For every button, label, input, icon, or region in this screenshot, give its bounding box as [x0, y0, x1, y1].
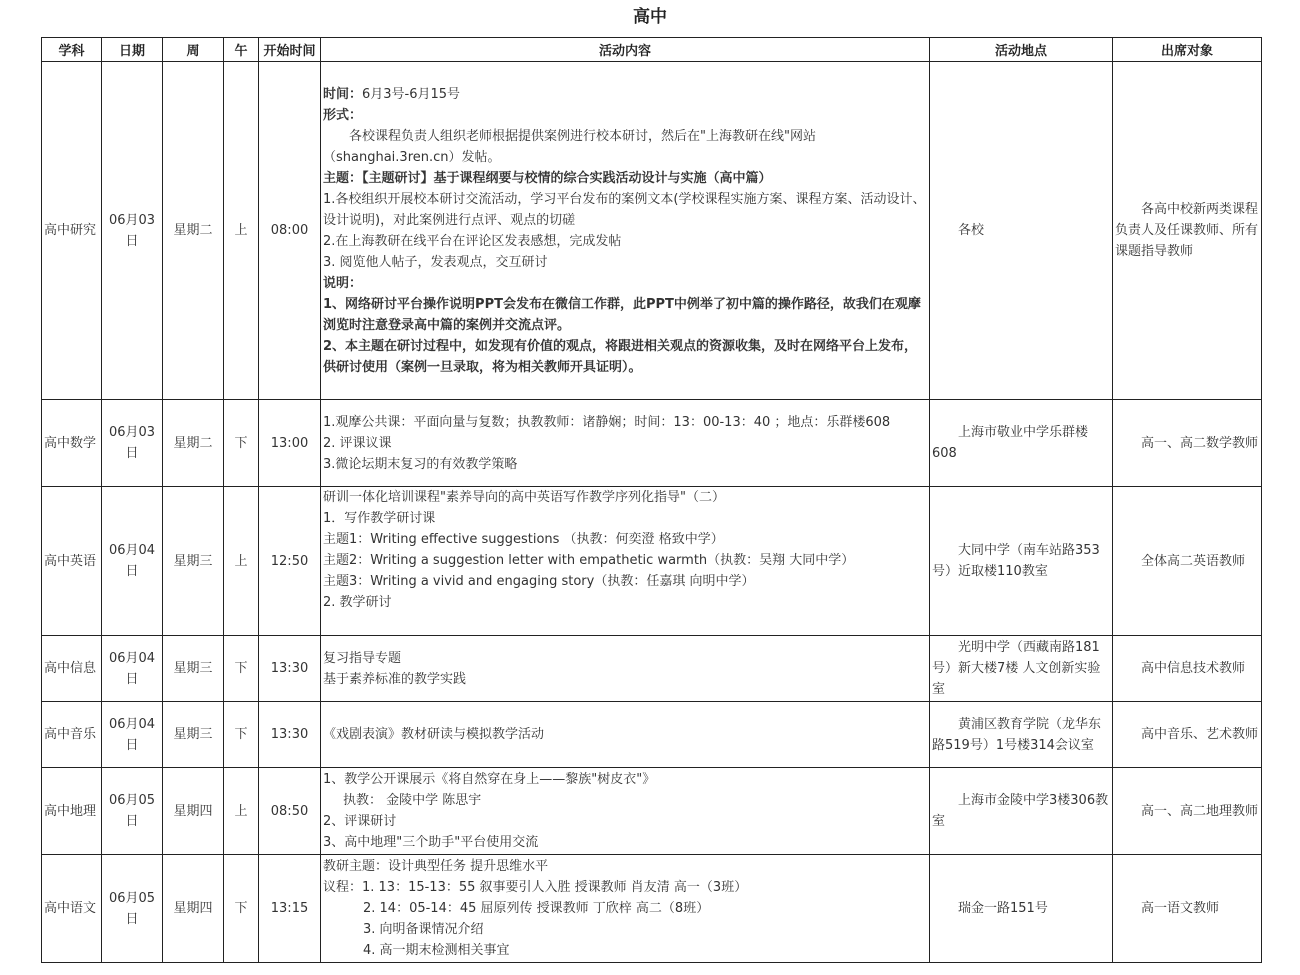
content-cell: [321, 636, 930, 702]
subject-cell: 高中英语: [42, 487, 102, 636]
content-line: 2、评课研讨: [323, 814, 397, 829]
content-line: 主题3：Writing a vivid and engaging story（执教：任嘉琪 向明中学）: [323, 574, 755, 589]
content-line: 2. 评课议课: [323, 435, 392, 451]
content-line: 《戏剧表演》教材研读与模拟教学活动: [323, 727, 545, 742]
topic-text: 【主题研讨】基于课程纲要与校情的综合实践活动设计与实施（高中篇）: [362, 170, 772, 186]
content-cell: [321, 62, 930, 400]
time-cell: 13:15: [259, 855, 321, 963]
time-label: 时间：: [323, 86, 363, 102]
weekday-cell: 星期四: [163, 768, 224, 855]
location-cell: 瑞金一路151号: [930, 855, 1113, 963]
header-location: 活动地点: [930, 38, 1113, 62]
date-cell: 06月03日: [102, 62, 163, 400]
location-cell: 上海市敬业中学乐群楼608: [930, 400, 1113, 487]
audience-cell: 全体高二英语教师: [1113, 487, 1262, 636]
time-cell: 08:00: [259, 62, 321, 400]
table-row: [42, 400, 1262, 487]
table-row: [42, 487, 1262, 636]
content-line: 2. 教学研讨: [323, 595, 392, 610]
content-line: 主题2：Writing a suggestion letter with empathetic warmth（执教：吴翔 大同中学）: [323, 553, 855, 568]
location-cell: 各校: [930, 62, 1113, 400]
time-cell: 13:00: [259, 400, 321, 487]
content-line: 1.观摩公共课：平面向量与复数；执教教师：诸静娴；时间：13：00-13：40 ；地点：乐群楼608: [323, 414, 891, 430]
content-cell: [321, 400, 930, 487]
table-row: [42, 702, 1262, 768]
weekday-cell: 星期三: [163, 702, 224, 768]
date-cell: 06月05日: [102, 768, 163, 855]
period-cell: 上: [224, 768, 259, 855]
header-content: 活动内容: [321, 38, 930, 62]
table-row: [42, 62, 1262, 400]
table-row: [42, 636, 1262, 702]
content-line: 3.微论坛期末复习的有效教学策略: [323, 456, 518, 472]
content-line: 研训一体化培训课程"素养导向的高中英语写作教学序列化指导"（二）: [323, 490, 725, 505]
header-weekday: 周: [163, 38, 224, 62]
location-cell: 黄浦区教育学院（龙华东路519号）1号楼314会议室: [930, 702, 1113, 768]
period-cell: 上: [224, 62, 259, 400]
table-row: [42, 855, 1262, 963]
audience-cell: 高一语文教师: [1113, 855, 1262, 963]
agenda-item: 2.在上海教研在线平台在评论区发表感想，完成发帖: [323, 233, 622, 249]
header-date: 日期: [102, 38, 163, 62]
audience-cell: 高一、高二地理教师: [1113, 768, 1262, 855]
content-line: 基于素养标准的教学实践: [323, 671, 467, 687]
form-text: 各校课程负责人组织老师根据提供案例进行校本研讨，然后在"上海教研在线"网站（shanghai.3ren.cn）发帖。: [323, 128, 816, 165]
audience-cell: 高中信息技术教师: [1113, 636, 1262, 702]
page-title: 高中: [633, 7, 667, 27]
period-cell: 下: [224, 400, 259, 487]
note-item: 1、网络研讨平台操作说明PPT会发布在微信工作群，此PPT中例举了初中篇的操作路径，故我们在观摩浏览时注意登录高中篇的案例并交流点评。: [323, 296, 921, 333]
location-cell: 大同中学（南车站路353号）近取楼110教室: [930, 487, 1113, 636]
content-cell: [321, 768, 930, 855]
agenda-item: 3. 阅览他人帖子，发表观点，交互研讨: [323, 254, 548, 270]
content-line: 1、教学公开课展示《将自然穿在身上——黎族"树皮衣"》: [323, 772, 656, 787]
content-cell: [321, 855, 930, 963]
location-cell: 上海市金陵中学3楼306教室: [930, 768, 1113, 855]
content-line: 3、高中地理"三个助手"平台使用交流: [323, 835, 539, 850]
time-cell: 13:30: [259, 702, 321, 768]
weekday-cell: 星期二: [163, 400, 224, 487]
date-cell: 06月04日: [102, 487, 163, 636]
header-audience: 出席对象: [1113, 38, 1262, 62]
content-cell: [321, 487, 930, 636]
note-label: 说明：: [323, 275, 363, 291]
location-cell: 光明中学（西藏南路181号）新大楼7楼 人文创新实验室: [930, 636, 1113, 702]
content-line: 议程：1. 13：15-13：55 叙事要引人入胜 授课教师 肖友清 高一（3班）: [323, 880, 748, 895]
weekday-cell: 星期三: [163, 487, 224, 636]
subject-cell: 高中地理: [42, 768, 102, 855]
audience-cell: 各高中校新两类课程负责人及任课教师、所有课题指导教师: [1113, 62, 1262, 400]
header-row: [42, 38, 1262, 62]
header-start-time: 开始时间: [259, 38, 321, 62]
header-period: 午: [224, 38, 259, 62]
content-line: 1．写作教学研讨课: [323, 511, 436, 526]
subject-cell: 高中语文: [42, 855, 102, 963]
subject-cell: 高中数学: [42, 400, 102, 487]
period-cell: 上: [224, 487, 259, 636]
schedule-table: [41, 37, 1262, 963]
content-line: 2. 14：05-14：45 屈原列传 授课教师 丁欣梓 高二（8班）: [363, 901, 710, 916]
note-item: 2、本主题在研讨过程中，如发现有价值的观点，将跟进相关观点的资源收集，及时在网络平台上发布，供研讨使用（案例一旦录取，将为相关教师开具证明）。: [323, 338, 918, 375]
content-line: 执教： 金陵中学 陈思宇: [343, 793, 482, 808]
time-cell: 08:50: [259, 768, 321, 855]
date-cell: 06月04日: [102, 702, 163, 768]
subject-cell: 高中信息: [42, 636, 102, 702]
content-cell: [321, 702, 930, 768]
topic-label: 主题：: [323, 170, 363, 186]
weekday-cell: 星期四: [163, 855, 224, 963]
date-cell: 06月03日: [102, 400, 163, 487]
header-subject: 学科: [42, 38, 102, 62]
content-line: 复习指导专题: [323, 650, 402, 666]
subject-cell: 高中音乐: [42, 702, 102, 768]
period-cell: 下: [224, 636, 259, 702]
period-cell: 下: [224, 702, 259, 768]
period-cell: 下: [224, 855, 259, 963]
content-line: 教研主题：设计典型任务 提升思维水平: [323, 859, 549, 874]
audience-cell: 高中音乐、艺术教师: [1113, 702, 1262, 768]
time-cell: 12:50: [259, 487, 321, 636]
time-value: 6月3号-6月15号: [362, 86, 461, 102]
weekday-cell: 星期三: [163, 636, 224, 702]
content-line: 4. 高一期末检测相关事宜: [363, 943, 510, 958]
audience-cell: 高一、高二数学教师: [1113, 400, 1262, 487]
content-line: 主题1：Writing effective suggestions （执教：何奕澄 格致中学）: [323, 532, 724, 547]
weekday-cell: 星期二: [163, 62, 224, 400]
subject-cell: 高中研究: [42, 62, 102, 400]
time-cell: 13:30: [259, 636, 321, 702]
form-label: 形式：: [323, 107, 363, 123]
agenda-item: 1.各校组织开展校本研讨交流活动，学习平台发布的案例文本(学校课程实施方案、课程方案、活动设计、设计说明)，对此案例进行点评、观点的切磋: [323, 191, 926, 228]
date-cell: 06月04日: [102, 636, 163, 702]
table-row: [42, 768, 1262, 855]
content-line: 3. 向明备课情况介绍: [363, 922, 484, 937]
date-cell: 06月05日: [102, 855, 163, 963]
